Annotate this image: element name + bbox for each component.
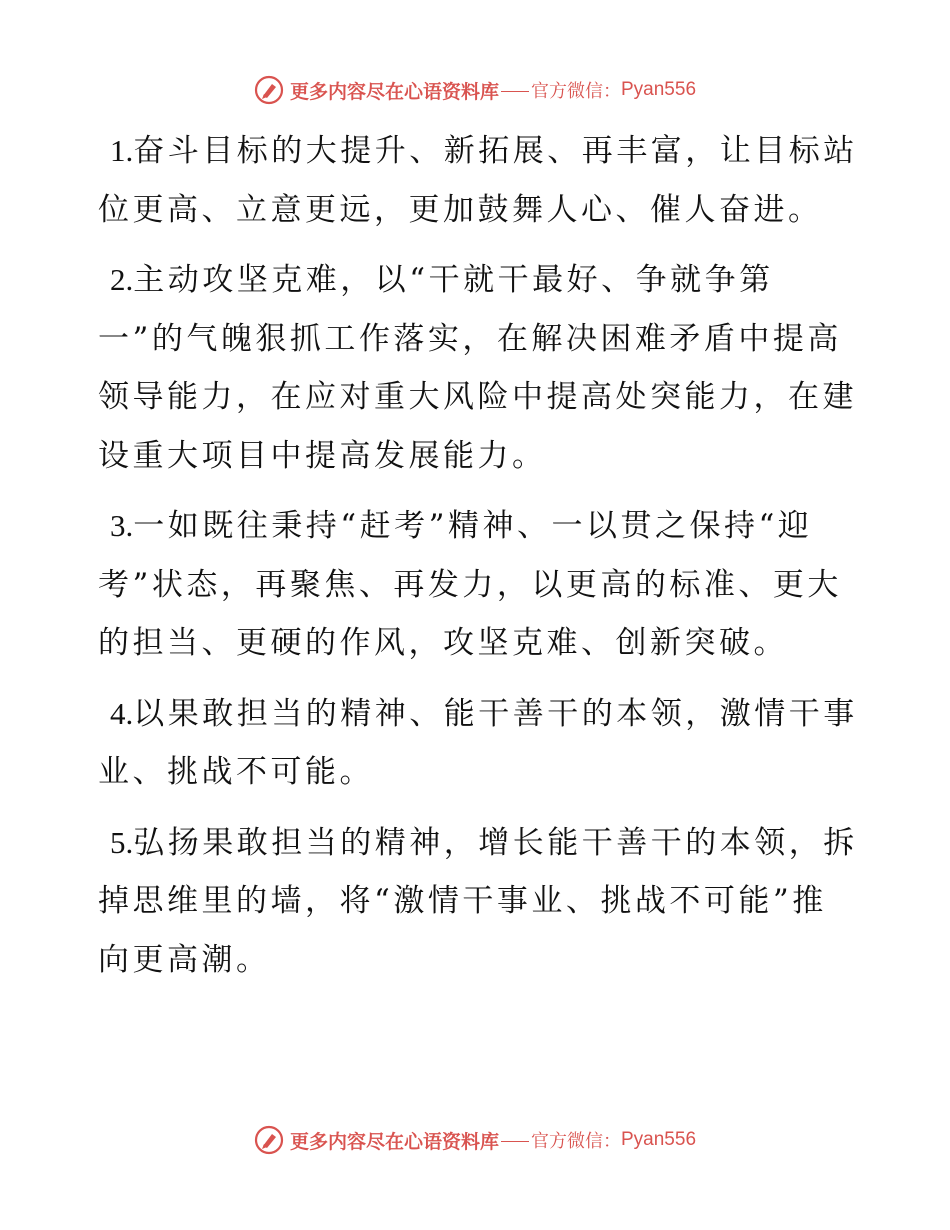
banner-divider: [501, 91, 529, 92]
paragraph-text: 弘扬果敢担当的精神，增长能干善干的本领，拆掉思维里的墙，将“激情干事业、挑战不可能”推向更高潮。: [98, 824, 858, 978]
footer-banner: [0, 1122, 950, 1158]
banner-brand-text: 更多内容尽在心语资料库: [289, 1130, 499, 1153]
document-body: [98, 122, 858, 1001]
brand-logo-icon: [254, 75, 284, 105]
paragraph-number: 4.: [110, 695, 134, 731]
paragraph-number: 5.: [110, 824, 134, 860]
paragraph-text: 奋斗目标的大提升、新拓展、再丰富，让目标站位更高、立意更远，更加鼓舞人心、催人奋进。: [98, 133, 858, 228]
paragraph-number: 1.: [110, 133, 134, 168]
banner-wechat-id: Pyan556: [621, 1129, 697, 1150]
banner-wechat-label: 官方微信：: [531, 1131, 621, 1152]
banner-brand-text: 更多内容尽在心语资料库: [289, 80, 499, 103]
paragraph-2: [98, 251, 858, 485]
paragraph-1: [98, 122, 858, 239]
banner-divider: [501, 1141, 529, 1142]
brand-logo-icon: [254, 1125, 284, 1155]
paragraph-text: 一如既往秉持“赶考”精神、一以贯之保持“迎考”状态，再聚焦、再发力，以更高的标准、更大的担当、更硬的作风，攻坚克难、创新突破。: [98, 508, 842, 661]
paragraph-text: 主动攻坚克难，以“干就干最好、争就争第一”的气魄狠抓工作落实，在解决困难矛盾中提高领导能力，在应对重大风险中提高处突能力，在建设重大项目中提高发展能力。: [98, 262, 857, 474]
banner-wechat-id: Pyan556: [621, 79, 697, 100]
paragraph-number: 2.: [110, 262, 134, 297]
paragraph-text: 以果敢担当的精神、能干善干的本领，激情干事业、挑战不可能。: [98, 695, 858, 790]
header-banner: [0, 72, 950, 108]
paragraph-5: [98, 814, 858, 990]
paragraph-number: 3.: [110, 508, 134, 543]
banner-wechat-label: 官方微信：: [531, 81, 621, 102]
paragraph-3: [98, 497, 858, 673]
paragraph-4: [98, 685, 858, 802]
